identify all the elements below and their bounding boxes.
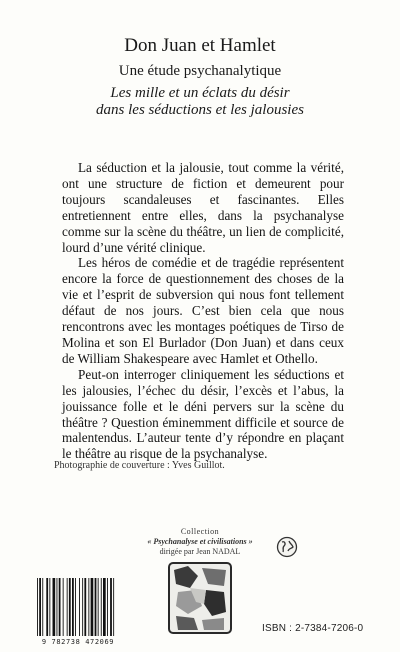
barcode-digits: 9 782738 472069 — [41, 638, 115, 646]
collection-emblem-icon — [168, 562, 232, 634]
blurb-paragraph-3: Peut-on interroger cliniquement les séductions et les jalousies, l’échec du désir, l’excès et l’abus, la jouissance folle et le déni pervers sur la scène du théâtre ? Question éminemment difficile et source de malentendus. L’auteur tente d’y répondre en plaçant le théâtre au risque de la psychanalyse. — [62, 366, 344, 462]
book-title: Don Juan et Hamlet — [124, 35, 276, 56]
book-tagline — [0, 85, 400, 119]
blurb-paragraph-2: Les héros de comédie et de tragédie représentent encore la force de questionnement des choses de la vie et l’esprit de subversion qui nous font tellement défaut de nos jours. C’est bien cela que nous rencontrons avec les montages poétiques de Tirso de Molina et son El Burlador (Don Juan) et dans ceux de William Shakespeare avec Hamlet et Othello. — [62, 255, 344, 366]
collection-info — [130, 527, 270, 557]
cover-photo-credit: Photographie de couverture : Yves Guillot. — [54, 460, 225, 471]
book-subtitle: Une étude psychanalytique — [118, 63, 282, 79]
collection-name: « Psychanalyse et civilisations » — [147, 537, 253, 546]
blurb-paragraph-1: La séduction et la jalousie, tout comme la vérité, ont une structure de fiction et demeurent pour toujours scandaleuses et fascinantes. Elles entretiennent entre elles, dans la psychanalyse comme sur la scène du théâtre, un lien de complicité, lourd d’une vérité clinique. — [62, 160, 344, 255]
blurb-text — [62, 160, 344, 462]
tagline-line-2: dans les séductions et les jalousies — [96, 102, 304, 118]
barcode — [33, 578, 123, 636]
globe-icon — [276, 536, 298, 558]
collection-label: Collection — [180, 527, 220, 536]
collection-director: dirigée par Jean NADAL — [159, 547, 241, 556]
isbn-number: ISBN : 2-7384-7206-0 — [262, 623, 364, 634]
tagline-line-1: Les mille et un éclats du désir — [110, 85, 290, 101]
barcode-block — [33, 578, 123, 650]
